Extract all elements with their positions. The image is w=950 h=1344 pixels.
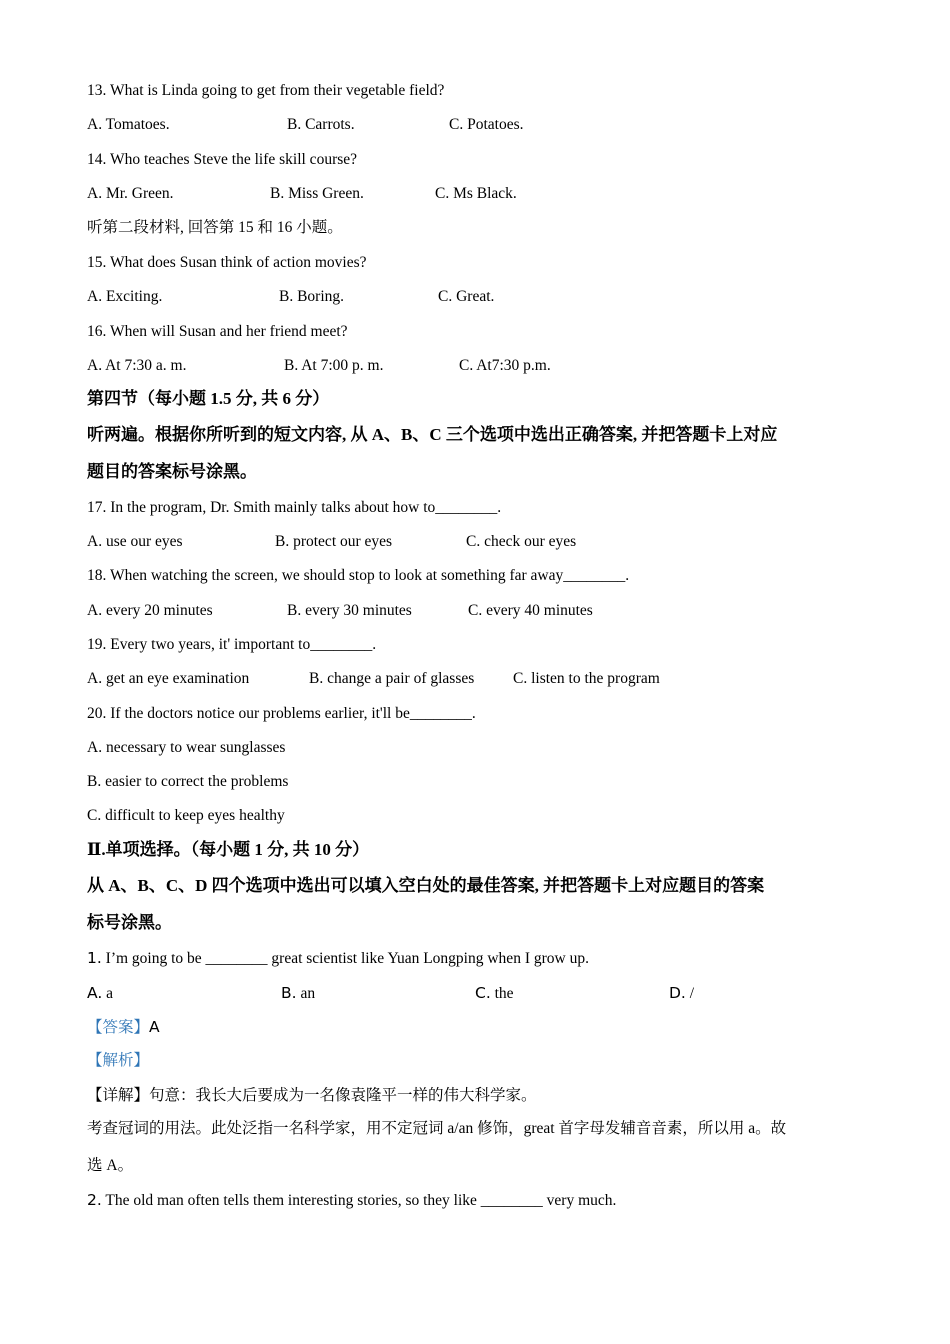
option-14a: A. Mr. Green. <box>87 185 174 202</box>
option-18b: B. every 30 minutes <box>287 602 412 619</box>
option-14b: B. Miss Green. <box>270 185 364 202</box>
option-19c: C. listen to the program <box>513 670 660 687</box>
mc1-option-d: D. / <box>669 984 695 1002</box>
mc1-option-a: A. a <box>87 984 114 1002</box>
mc1-answer <box>87 1017 160 1038</box>
mc1-analysis-tag: 【解析】 <box>87 1052 150 1069</box>
mc1-explanation-line1: 考查冠词的用法。此处泛指一名科学家，用不定冠词 a/an 修饰，great 首字母发辅音音素，所以用 a。故 <box>87 1120 787 1137</box>
mc1-option-c: C. the <box>475 984 514 1002</box>
option-20a: A. necessary to wear sunglasses <box>87 739 286 756</box>
answer-value: A <box>149 1018 160 1036</box>
answer-tag: 【答案】 <box>87 1019 150 1036</box>
section2-instructions-line1: 从 A、B、C、D 四个选项中选出可以填入空白处的最佳答案, 并把答题卡上对应题目的答案 <box>87 876 765 895</box>
question-20: 20. If the doctors notice our problems earlier, it'll be________. <box>87 705 476 722</box>
question-15: 15. What does Susan think of action movies? <box>87 254 367 271</box>
section2-title: Ⅱ.单项选择。（每小题 1 分, 共 10 分） <box>87 840 370 859</box>
mc-question-1-text: I’m going to be ________ great scientist like Yuan Longping when I grow up. <box>105 950 589 967</box>
question-13: 13. What is Linda going to get from their vegetable field? <box>87 82 445 99</box>
part2-intro: 听第二段材料, 回答第 15 和 16 小题。 <box>87 219 343 236</box>
section4-title: 第四节（每小题 1.5 分, 共 6 分） <box>87 389 330 408</box>
mc-question-2-number: 2. <box>87 1191 102 1209</box>
mc-question-2 <box>87 1190 616 1211</box>
option-15b: B. Boring. <box>279 288 345 305</box>
question-14: 14. Who teaches Steve the life skill course? <box>87 151 358 168</box>
option-15c: C. Great. <box>438 288 495 305</box>
option-16c: C. At7:30 p.m. <box>459 357 551 374</box>
option-18a: A. every 20 minutes <box>87 602 213 619</box>
option-16a: A. At 7:30 a. m. <box>87 357 187 374</box>
mc-question-1-number: 1. <box>87 949 102 967</box>
option-13b: B. Carrots. <box>287 116 355 133</box>
option-20c: C. difficult to keep eyes healthy <box>87 807 285 824</box>
option-16b: B. At 7:00 p. m. <box>284 357 384 374</box>
section4-instructions-line1: 听两遍。根据你所听到的短文内容, 从 A、B、C 三个选项中选出正确答案, 并把答题卡上对应 <box>87 425 778 444</box>
section4-instructions-line2: 题目的答案标号涂黑。 <box>87 462 257 481</box>
question-16: 16. When will Susan and her friend meet? <box>87 323 348 340</box>
question-18: 18. When watching the screen, we should stop to look at something far away________. <box>87 567 630 584</box>
option-15a: A. Exciting. <box>87 288 163 305</box>
option-14c: C. Ms Black. <box>435 185 517 202</box>
mc1-option-b: B. an <box>281 984 316 1002</box>
option-17b: B. protect our eyes <box>275 533 393 550</box>
option-20b: B. easier to correct the problems <box>87 773 289 790</box>
section2-instructions-line2: 标号涂黑。 <box>87 913 172 932</box>
option-17a: A. use our eyes <box>87 533 183 550</box>
option-13c: C. Potatoes. <box>449 116 524 133</box>
mc-question-1 <box>87 948 589 969</box>
option-18c: C. every 40 minutes <box>468 602 593 619</box>
mc-question-2-text: The old man often tells them interesting stories, so they like ________ very much. <box>105 1192 617 1209</box>
option-13a: A. Tomatoes. <box>87 116 170 133</box>
question-19: 19. Every two years, it' important to________. <box>87 636 377 653</box>
mc1-explanation-line2: 选 A。 <box>87 1157 134 1174</box>
option-19b: B. change a pair of glasses <box>309 670 475 687</box>
question-17: 17. In the program, Dr. Smith mainly talks about how to________. <box>87 499 502 516</box>
option-19a: A. get an eye examination <box>87 670 250 687</box>
mc1-detail: 【详解】句意：我长大后要成为一名像袁隆平一样的伟大科学家。 <box>87 1087 537 1104</box>
option-17c: C. check our eyes <box>466 533 577 550</box>
